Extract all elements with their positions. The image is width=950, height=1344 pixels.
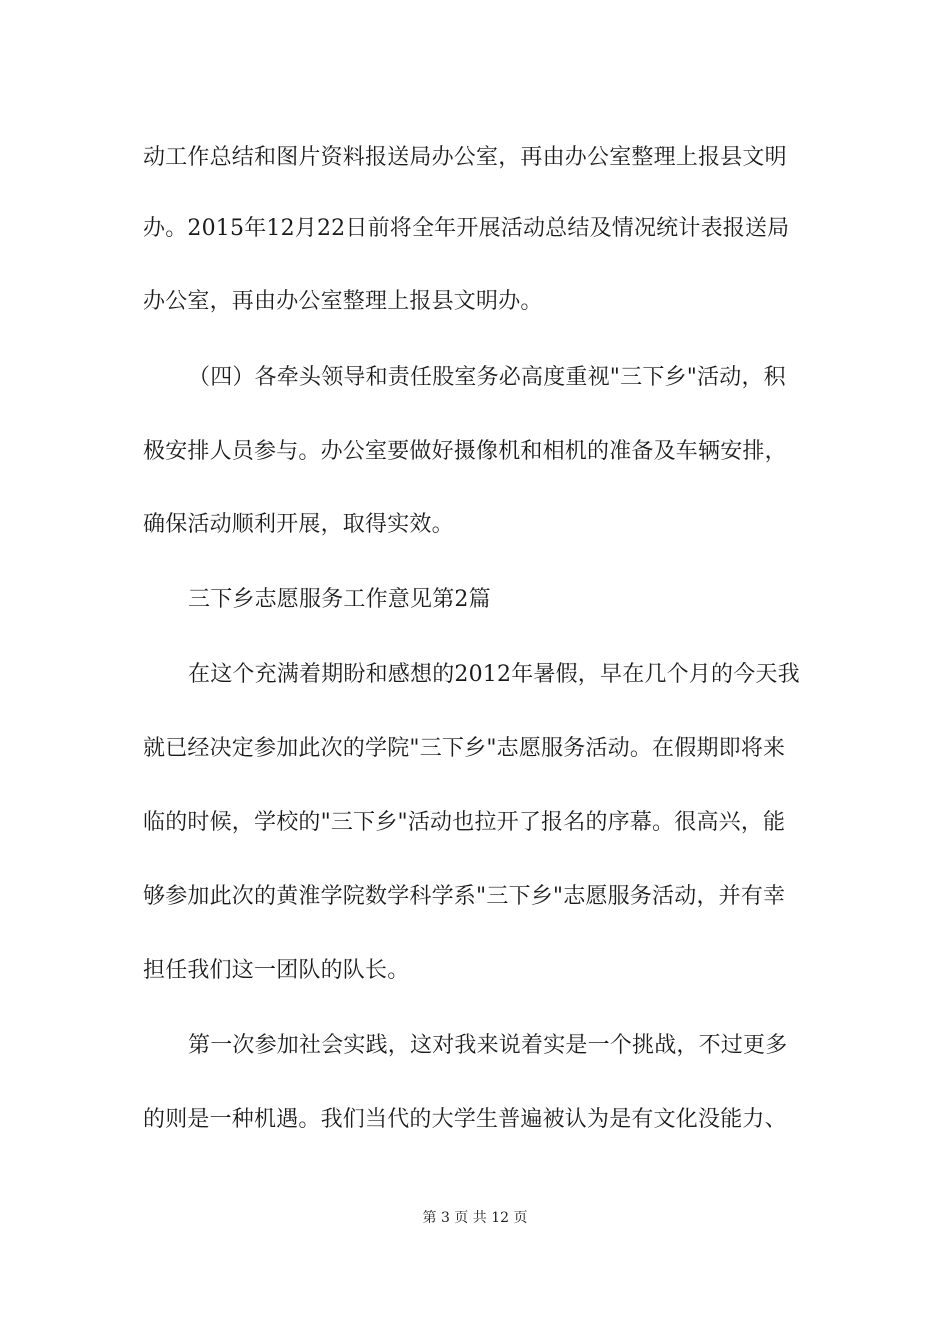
paragraph-line: （四）各牵头领导和责任股室务必高度重视"三下乡"活动，积 xyxy=(188,365,786,390)
page-number-footer xyxy=(0,1208,950,1228)
paragraph-line: 就已经决定参加此次的学院"三下乡"志愿服务活动。在假期即将来 xyxy=(143,736,786,761)
paragraph-line: 的则是一种机遇。我们当代的大学生普遍被认为是有文化没能力、 xyxy=(143,1107,787,1132)
paragraph-line: 动工作总结和图片资料报送局办公室，再由办公室整理上报县文明 xyxy=(143,145,787,170)
paragraph-line: 担任我们这一团队的队长。 xyxy=(143,958,410,983)
paragraph-line: 在这个充满着期盼和感想的2012年暑假，早在几个月的今天我 xyxy=(188,662,800,687)
paragraph-line: 办公室，再由办公室整理上报县文明办。 xyxy=(143,289,543,314)
paragraph-line: 确保活动顺利开展，取得实效。 xyxy=(143,512,454,537)
paragraph-line: 极安排人员参与。办公室要做好摄像机和相机的准备及车辆安排， xyxy=(143,439,787,464)
paragraph-line: 办。2015年12月22日前将全年开展活动总结及情况统计表报送局 xyxy=(143,216,790,241)
paragraph-line: 够参加此次的黄淮学院数学科学系"三下乡"志愿服务活动，并有幸 xyxy=(143,884,786,909)
paragraph-line: 临的时候，学校的"三下乡"活动也拉开了报名的序幕。很高兴，能 xyxy=(143,810,786,835)
page-number-text: 第 3 页 共 12 页 xyxy=(422,1210,528,1226)
section-heading: 三下乡志愿服务工作意见第2篇 xyxy=(188,587,491,612)
paragraph-line: 第一次参加社会实践，这对我来说着实是一个挑战，不过更多 xyxy=(188,1033,788,1058)
